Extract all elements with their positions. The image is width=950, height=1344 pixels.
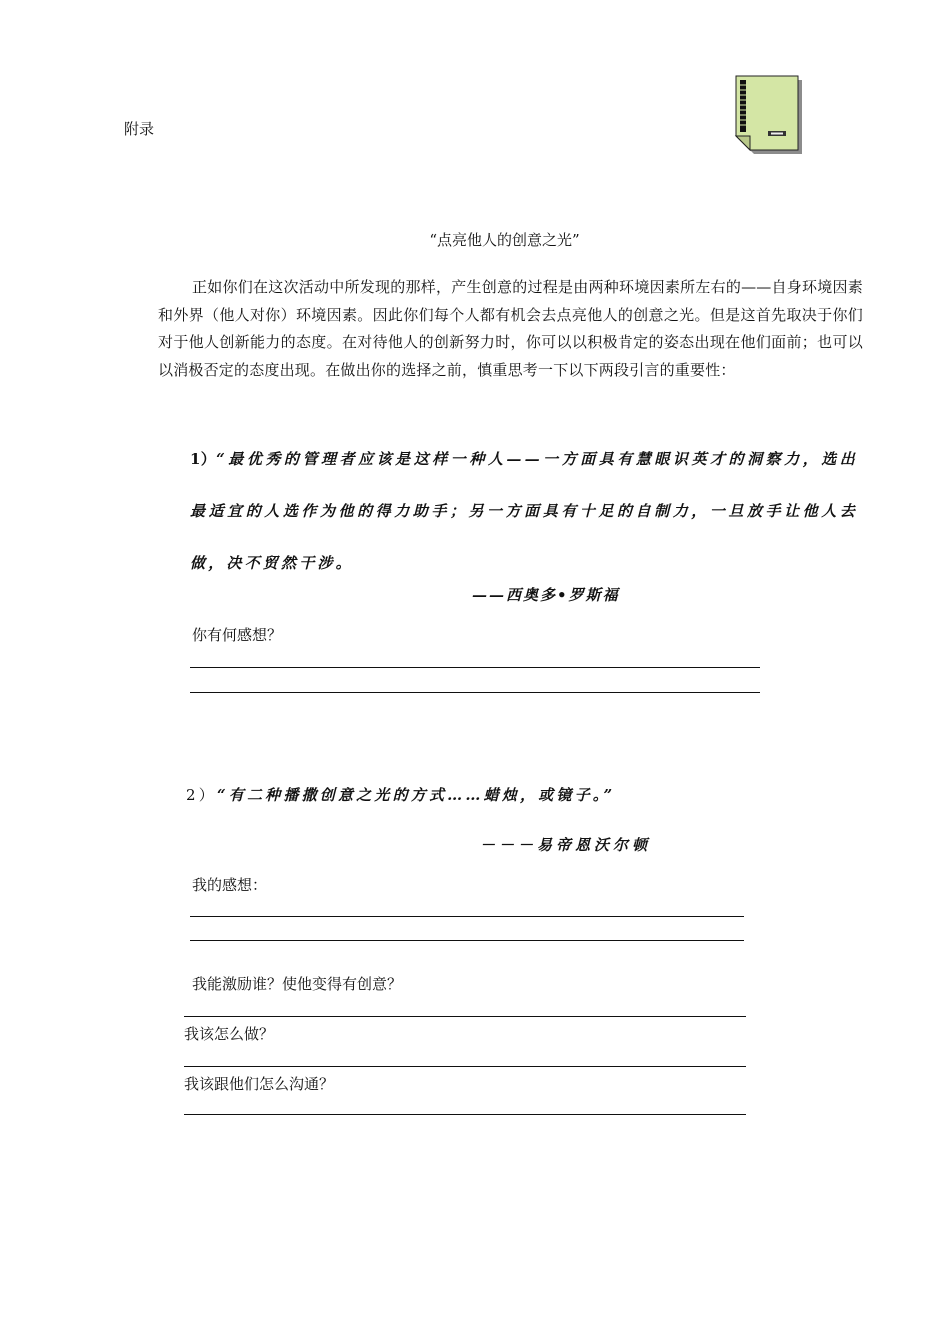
answer-line bbox=[190, 667, 760, 668]
answer-line bbox=[184, 1016, 746, 1017]
quote-2 bbox=[186, 784, 615, 805]
quote-2-prompt: 我的感想： bbox=[192, 876, 268, 894]
quote-1 bbox=[190, 433, 858, 589]
answer-line bbox=[190, 692, 760, 693]
intro-paragraph: 正如你们在这次活动中所发现的那样，产生创意的过程是由两种环境因素所左右的——自身环境因素和外界（他人对你）环境因素。因此你们每个人都有机会去点亮他人的创意之光。但是这首先取决于你们对于他人创新能力的态度。在对待他人的创新努力时，你可以以积极肯定的姿态出现在他们面前；也可以以消极否定的态度出现。在做出你的选择之前，慎重思考一下以下两段引言的重要性： bbox=[158, 278, 863, 379]
document-icon bbox=[734, 74, 804, 156]
page-title: “点亮他人的创意之光” bbox=[429, 231, 580, 249]
appendix-label: 附录 bbox=[124, 120, 155, 138]
question-who: 我能激励谁？使他变得有创意？ bbox=[192, 975, 403, 993]
quote-2-author: －－－易帝恩沃尔顿 bbox=[480, 836, 652, 854]
quote-1-author: ——西奥多•罗斯福 bbox=[472, 586, 620, 604]
answer-line bbox=[190, 940, 744, 941]
quote-2-number: 2） bbox=[186, 786, 217, 804]
answer-line bbox=[190, 916, 744, 917]
question-communicate: 我该跟他们怎么沟通？ bbox=[184, 1075, 335, 1093]
answer-line bbox=[184, 1066, 746, 1067]
quote-1-prompt: 你有何感想？ bbox=[192, 626, 283, 644]
question-how: 我该怎么做？ bbox=[184, 1025, 275, 1043]
quote-1-text: “最优秀的管理者应该是这样一种人——一方面具有慧眼识英才的洞察力，选出最适宜的人选作为他的得力助手；另一方面具有十足的自制力，一旦放手让他人去做，决不贸然干涉。 bbox=[190, 450, 858, 572]
quote-2-text: “有二种播撒创意之光的方式……蜡烛，或镜子。” bbox=[216, 786, 616, 804]
answer-line bbox=[184, 1114, 746, 1115]
quote-1-number: 1） bbox=[190, 450, 217, 468]
